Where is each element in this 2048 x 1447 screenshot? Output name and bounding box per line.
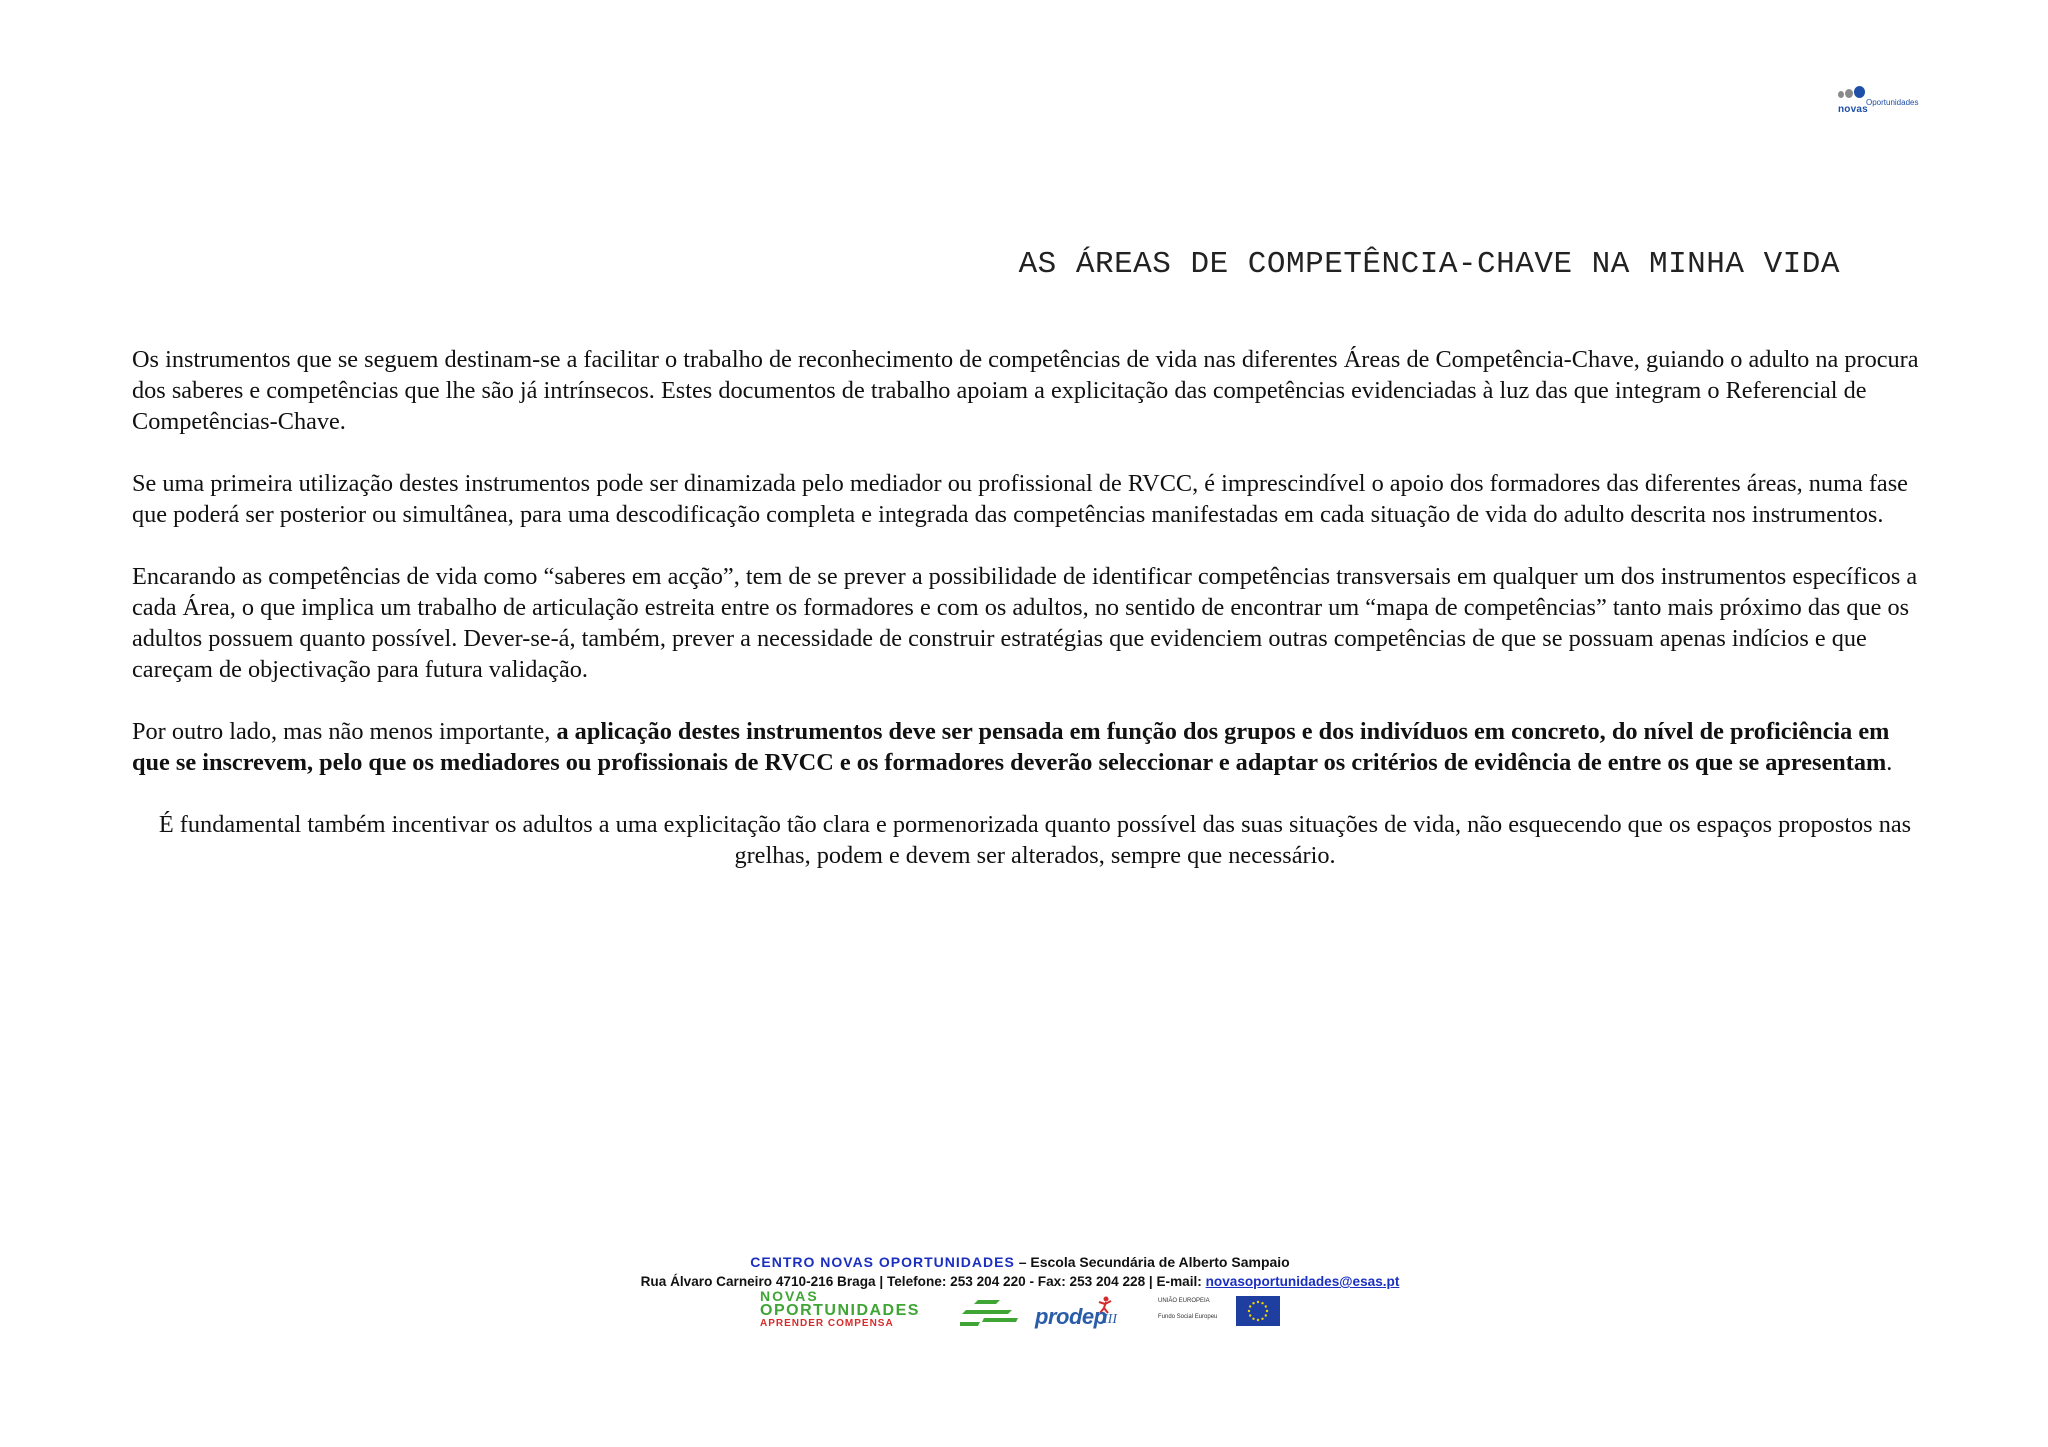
- paragraph-4-intro: Por outro lado, mas não menos importante,: [132, 718, 557, 745]
- eu-line2: Fundo Social Europeu: [1158, 1314, 1218, 1320]
- novas-oportunidades-footer-logo: [760, 1290, 920, 1330]
- prodep-logo: [1035, 1296, 1125, 1332]
- footer-line-1: [540, 1253, 1500, 1272]
- no-logo-line2: OPORTUNIDADES: [760, 1302, 920, 1319]
- paragraph-4: [132, 716, 1922, 778]
- prodep-word: prodep: [1035, 1304, 1107, 1329]
- footer-logos: [760, 1290, 1280, 1334]
- footer-school: – Escola Secundária de Alberto Sampaio: [1014, 1254, 1290, 1270]
- paragraph-2: Se uma primeira utilização destes instrumentos pode ser dinamizada pelo mediador ou profissional de RVCC, é imprescindível o apoio dos formadores das diferentes áreas, numa fase que poderá ser posterior ou simultânea, para uma descodificação completa e integrada das competências manifestadas em cada situação de vida do adulto descrita nos instrumentos.: [132, 470, 1908, 528]
- footer-center-name: CENTRO NOVAS OPORTUNIDADES: [750, 1254, 1015, 1270]
- no-logo-line1: NOVAS: [760, 1288, 819, 1304]
- page-title: AS ÁREAS DE COMPETÊNCIA-CHAVE NA MINHA VIDA: [1018, 247, 1840, 282]
- paragraph-1: Os instrumentos que se seguem destinam-se a facilitar o trabalho de reconhecimento de competências de vida nas diferentes Áreas de Competência-Chave, guiando o adulto na procura dos saberes e competências que lhe são já intrínsecos. Estes documentos de trabalho apoiam a explicitação das competências evidenciadas à luz das que integram o Referencial de Competências-Chave.: [132, 346, 1919, 435]
- document-body: [132, 344, 1922, 902]
- paragraph-5: É fundamental também incentivar os adultos a uma explicitação tão clara e pormenorizada quanto possível das suas situações de vida, não esquecendo que os espaços propostos nas grelhas, podem e devem ser alterados, sempre que necessário.: [158, 811, 1912, 869]
- eu-flag-icon: [1236, 1296, 1280, 1326]
- footer-line-2: [540, 1272, 1500, 1291]
- eu-logo: [1158, 1296, 1288, 1326]
- paragraph-4-end: .: [1886, 749, 1893, 776]
- novas-oportunidades-logo: [1838, 86, 1928, 120]
- footer: [540, 1253, 1500, 1291]
- logo-word: novas: [1838, 104, 1868, 115]
- footer-email-link[interactable]: novasoportunidades@esas.pt: [1205, 1274, 1400, 1289]
- paragraph-4-bold: a aplicação destes instrumentos deve ser pensada em função dos grupos e dos indivíduos em concreto, do nível de proficiência em que se inscrevem, pelo que os mediadores ou profissionais de RVCC e os formadores deverão seleccionar e adaptar os critérios de evidência de entre os que se apresentam: [132, 718, 1890, 776]
- eu-line1: UNIÃO EUROPEIA: [1158, 1298, 1210, 1304]
- no-logo-line3: APRENDER COMPENSA: [760, 1318, 894, 1329]
- paragraph-3: Encarando as competências de vida como “saberes em acção”, tem de se prever a possibilidade de identificar competências transversais em qualquer um dos instrumentos específicos a cada Área, o que implica um trabalho de articulação estreita entre os formadores e com os adultos, no sentido de encontrar um “mapa de competências” tanto mais próximo das que os adultos possuem quanto possível. Dever-se-á, também, prever a necessidade de construir estratégias que evidenciem outras competências de que se possuam apenas indícios e que careçam de objectivação para futura validação.: [132, 563, 1918, 683]
- stripes-icon: [960, 1294, 1020, 1326]
- prodep-roman: III: [1103, 1312, 1117, 1327]
- logo-subtitle: Oportunidades: [1866, 98, 1919, 107]
- footer-address: Rua Álvaro Carneiro 4710-216 Braga | Telefone: 253 204 220 - Fax: 253 204 228 | E-mail:: [640, 1274, 1206, 1289]
